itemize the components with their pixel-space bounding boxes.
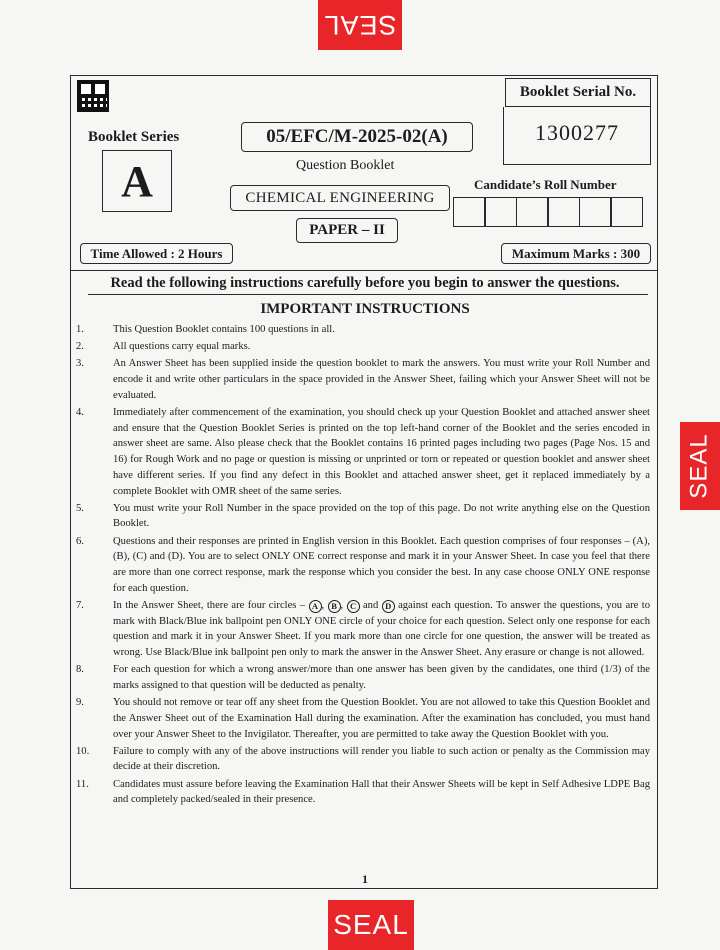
seal-right-text: SEAL [686, 433, 713, 499]
series-label: Booklet Series [88, 129, 180, 145]
instruction-number: 11. [76, 778, 89, 790]
instruction-item [76, 501, 650, 532]
paper-label: PAPER – II [296, 218, 398, 243]
instruction-item [76, 356, 650, 403]
instruction-number: 4. [76, 407, 84, 419]
instruction-text: This Question Booklet contains 100 questions in all. [113, 324, 335, 335]
read-instructions-line: Read the following instructions carefully before you begin to answer the questions. [110, 275, 620, 291]
instruction-item [76, 534, 650, 597]
instruction-item [76, 777, 650, 808]
time-allowed: Time Allowed : 2 Hours [80, 243, 233, 264]
instruction-item [76, 695, 650, 742]
roll-digit-box[interactable] [547, 197, 580, 227]
seal-right-label [680, 422, 720, 510]
booklet-code: 05/EFC/M-2025-02(A) [241, 122, 473, 152]
instruction-text: An Answer Sheet has been supplied inside the question booklet to mark the answers. You must write your Roll Number and encode it and write other particulars in the space provided in the Answer Sheet, failing which your Answer Sheet will not be evaluated. [113, 358, 650, 401]
instruction-item [76, 405, 650, 499]
instruction-number: 2. [76, 341, 84, 353]
subject-title: CHEMICAL ENGINEERING [230, 185, 450, 211]
seal-bottom-label: SEAL [328, 900, 414, 950]
instruction-number: 7. [76, 599, 84, 611]
circle-b-icon: B [328, 600, 341, 613]
serial-number: 1300277 [503, 107, 651, 165]
roll-digit-box[interactable] [484, 197, 517, 227]
read-line-underline [88, 294, 648, 295]
instruction-text: Failure to comply with any of the above instructions will render you liable to such action or penalty as the Commission may decide at their discretion. [113, 745, 650, 773]
serial-label: Booklet Serial No. [505, 78, 651, 107]
instruction-text: Questions and their responses are printed in English version in this Booklet. Each question comprises of four responses – (A), (B), (C) and (D). You are to select ONLY ONE correct response and mark it in your Answer Sheet. In case you feel that there are more than one correct response, mark the response which you consider the best. In any case choose ONLY ONE response for each question. [113, 535, 650, 594]
page-number: 1 [362, 872, 368, 886]
instruction-text: against each question. To answer the questions, you are to mark with Black/Blue ink ballpoint pen ONLY ONE circle of your choice for each question. Select only one response for each question and mark it in your Answer Sheet. If you mark more than one circle for one question, the answer will be treated as wrong. Use Black/Blue ink ballpoint pen only to mark the answer in the Answer Sheet. Any erasure or change is not allowed. [113, 599, 651, 659]
instruction-number: 5. [76, 502, 84, 514]
instructions-list [76, 322, 650, 810]
instructions-heading: IMPORTANT INSTRUCTIONS [260, 301, 470, 317]
instruction-number: 9. [76, 697, 84, 709]
roll-number-field[interactable] [454, 197, 643, 227]
roll-digit-box[interactable] [579, 197, 612, 227]
roll-number-label: Candidate’s Roll Number [474, 177, 617, 192]
booklet-type: Question Booklet [296, 158, 395, 173]
roll-digit-box[interactable] [516, 197, 549, 227]
seal-top-label: SEAL [318, 0, 402, 50]
instruction-text: All questions carry equal marks. [113, 341, 251, 353]
instruction-text: Candidates must assure before leaving the Examination Hall that their Answer Sheets will be kept in Self Adhesive LDPE Bag and completely packed/sealed in their presence. [113, 778, 650, 806]
circle-a-icon: A [309, 600, 322, 613]
instruction-number: 3. [76, 358, 84, 370]
qr-code-icon [77, 80, 109, 112]
roll-digit-box[interactable] [453, 197, 486, 227]
instruction-text: You should not remove or tear off any sheet from the Question Booklet. You are not allowed to take this Question Booklet and the Answer Sheet out of the Examination Hall during the examination. After the examination has concluded, you must hand over your Answer Sheet to the Invigilator. Thereafter, you are permitted to take away the Question Booklet with you. [113, 697, 650, 740]
instruction-text: In the Answer Sheet, there are four circles – [113, 599, 306, 611]
roll-digit-box[interactable] [610, 197, 643, 227]
series-letter: A [102, 150, 172, 212]
instruction-text: For each question for which a wrong answer/more than one answer has been given by the candidates, one third (1/3) of the marks assigned to that question will be deducted as penalty. [113, 664, 650, 691]
instruction-number: 10. [76, 745, 90, 757]
instruction-item: 7. In the Answer Sheet, there are four circles – A , B , C and D against each question. To answer the questions, you are to mark with Black/Blue ink ballpoint pen ONLY ONE circle of your choice for each question. Select only one response for each question and mark it in your Answer Sheet. If you mark more than one circle for one question, the answer will be treated as wrong. Use Black/Blue ink ballpoint pen only to mark the answer in the Answer Sheet. Any erasure or change is not allowed. [76, 599, 651, 659]
instruction-item [76, 322, 650, 338]
instruction-text: Immediately after commencement of the examination, you should check up your Question Booklet and attached answer sheet and ensure that the Question Booklet Series is printed on the top left-hand corner of the Booklet and the series encoded in answer sheet are same. Also please check that the Booklet contains 16 printed pages including two pages (Page Nos. 15 and 16) for Rough Work and no page or question is missing or unprinted or torn or repeated or question booklet and answer sheet have different series. If you find any defect in this Booklet and attached answer sheet, get it replaced immediately by a complete Booklet with OMR sheet of the same series. [113, 407, 650, 497]
instruction-item [76, 744, 650, 775]
instruction-text: You must write your Roll Number in the space provided on the top of this page. Do not write anything else on the Question Booklet. [113, 502, 650, 530]
maximum-marks: Maximum Marks : 300 [501, 243, 651, 264]
instruction-item [76, 662, 650, 693]
instruction-number: 8. [76, 664, 84, 676]
circle-c-icon: C [347, 600, 360, 613]
instruction-number: 6. [76, 535, 84, 547]
instruction-number: 1. [76, 324, 84, 335]
instruction-item [76, 339, 650, 355]
header-divider [70, 270, 658, 271]
circle-d-icon: D [382, 600, 395, 613]
